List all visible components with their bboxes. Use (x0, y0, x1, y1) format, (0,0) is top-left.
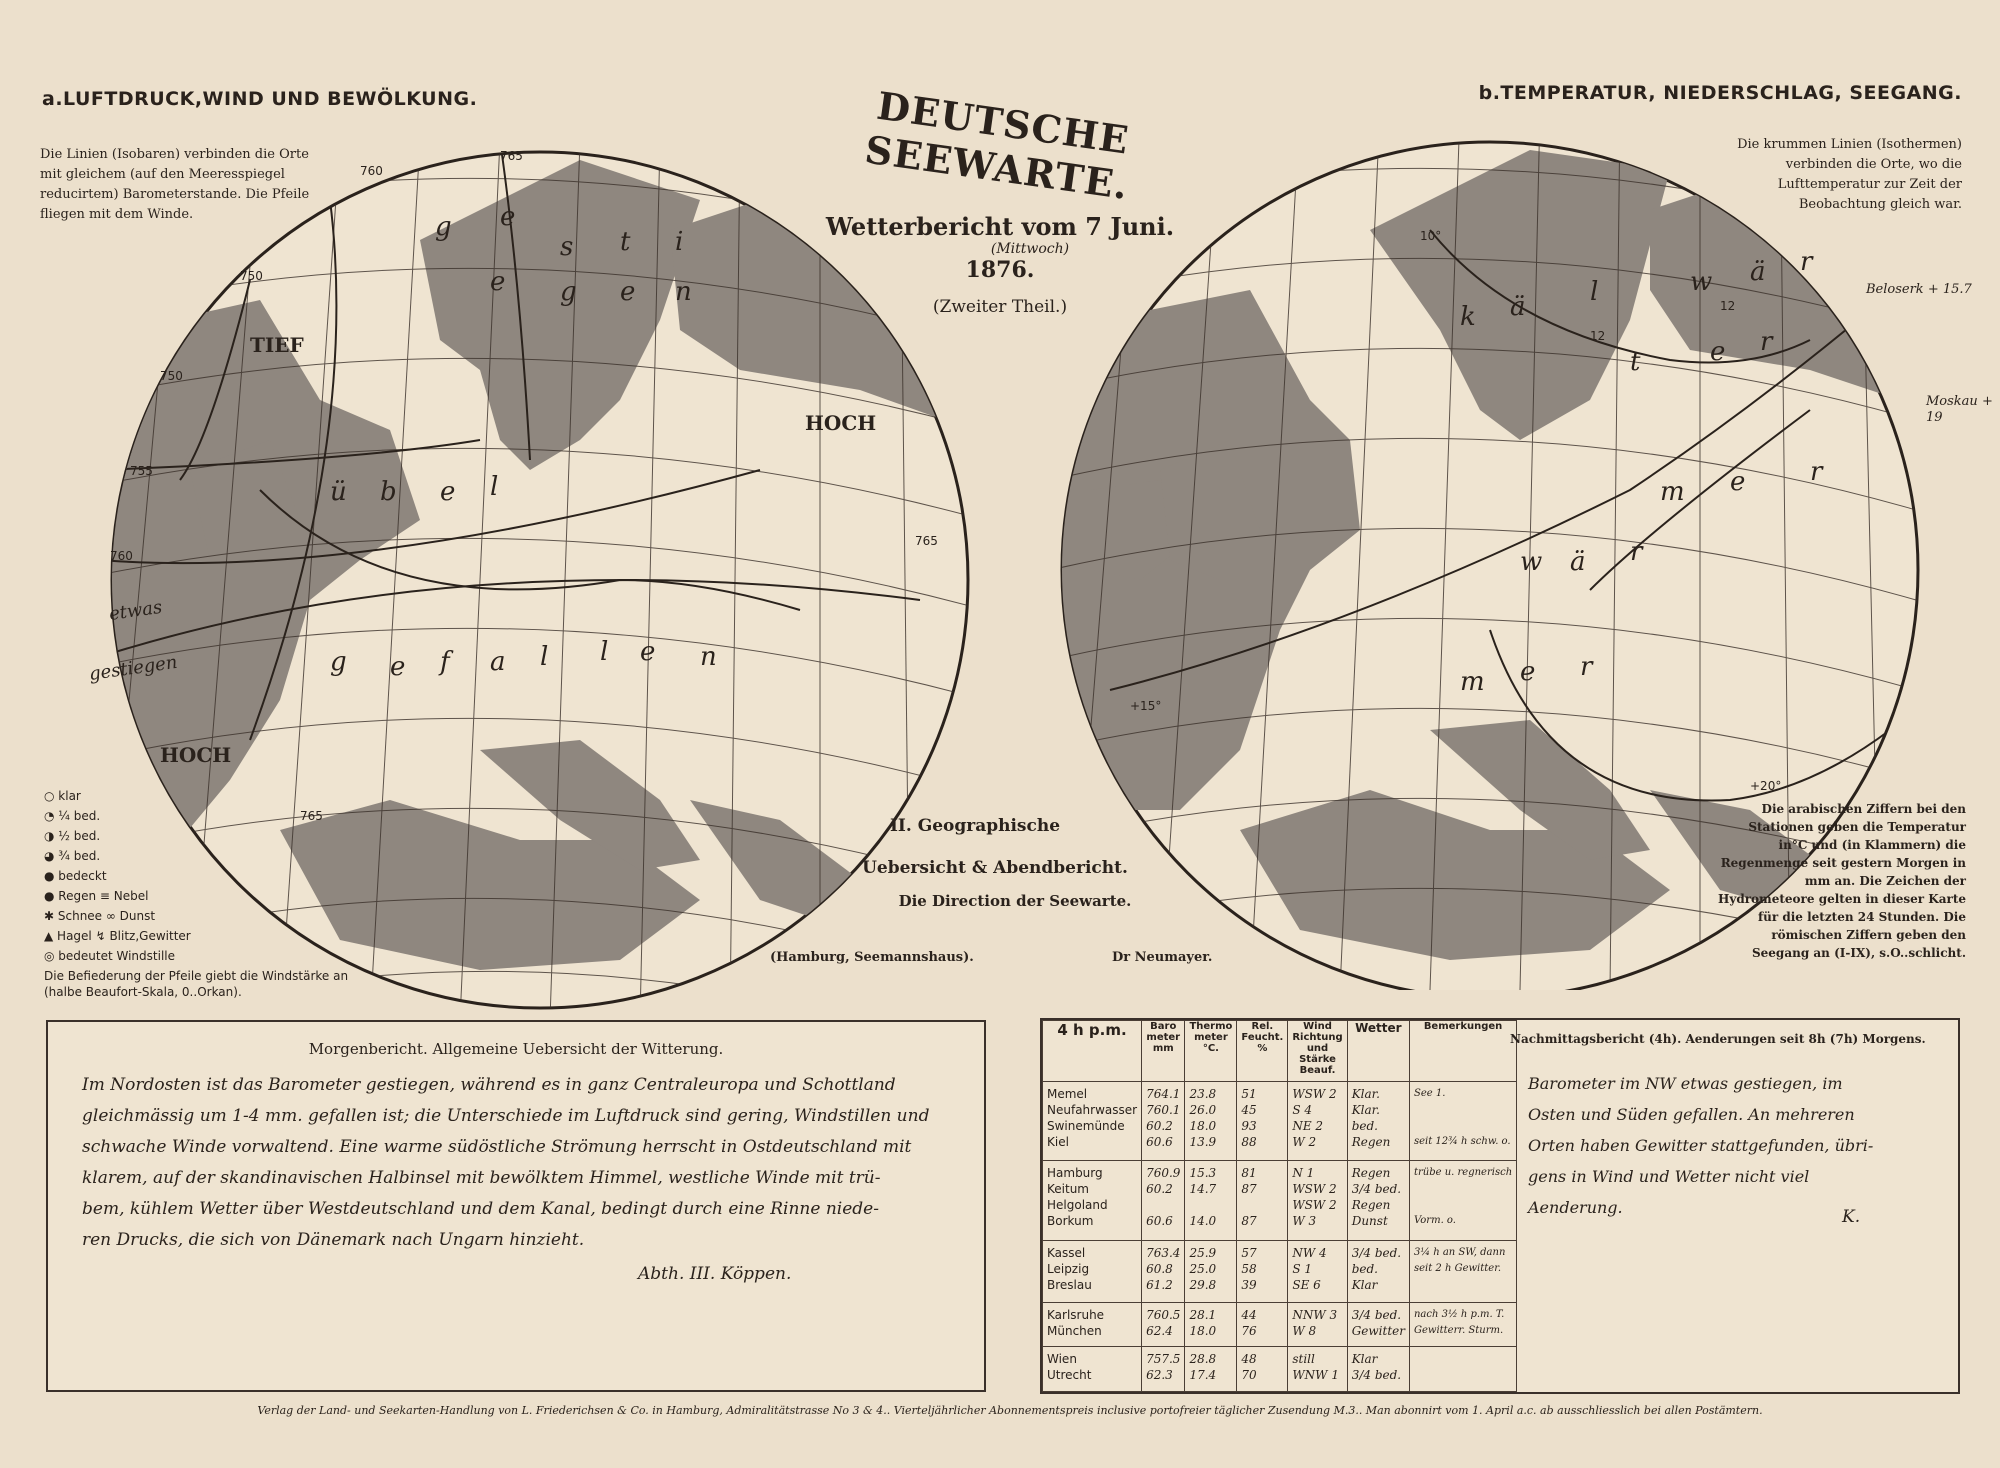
bemerkung-cell-line: See 1. (1413, 1087, 1446, 1099)
svg-text:b: b (380, 477, 397, 507)
col-baro: Baro meter mm (1142, 1021, 1185, 1082)
wetter-cell-line: 3/4 bed. (1351, 1307, 1402, 1322)
svg-text:e: e (1710, 337, 1726, 367)
afternoon-line-1: Barometer im NW etwas gestiegen, im (1528, 1074, 1843, 1093)
station-cell-line: Utrecht (1047, 1368, 1092, 1383)
section-heading-2: Uebersicht & Abendbericht. (862, 858, 1128, 878)
feucht-cell-line: 87 (1241, 1182, 1257, 1197)
wind-cell-line: S 4 (1292, 1102, 1313, 1117)
svg-text:g: g (330, 647, 347, 677)
station-cell-line: Leipzig (1047, 1261, 1090, 1276)
wetter-cell-line: Klar. (1351, 1102, 1380, 1117)
svg-text:750: 750 (160, 369, 183, 383)
left-map-title: a.LUFTDRUCK,WIND UND BEWÖLKUNG. (42, 88, 478, 110)
svg-text:g: g (560, 277, 577, 307)
feucht-cell-line: 45 (1241, 1102, 1257, 1117)
wetter-cell-line: bed. (1351, 1118, 1378, 1133)
baro-cell-line: 764.1 (1146, 1086, 1181, 1101)
morning-line-2: gleichmässig um 1-4 mm. gefallen ist; die Unterschiede im Luftdruck sind gering, Windstillen und (82, 1106, 930, 1126)
right-map-title: b.TEMPERATUR, NIEDERSCHLAG, SEEGANG. (1478, 82, 1962, 104)
bemerkung-cell-line: seit 2 h Gewitter. (1413, 1262, 1502, 1274)
station-cell-line: Hamburg (1047, 1166, 1103, 1181)
bemerkung-cell (1409, 1347, 1516, 1392)
wind-cell-line: W 3 (1292, 1214, 1317, 1229)
bemerkung-cell-line: nach 3½ h p.m. T. (1413, 1308, 1505, 1320)
feucht-cell-line: 48 (1241, 1352, 1257, 1367)
baro-cell-line: 760.1 (1146, 1102, 1181, 1117)
k-signature: K. (1842, 1207, 1861, 1227)
svg-text:w: w (1520, 547, 1543, 577)
weekday: (Mittwoch) (990, 241, 1070, 257)
wind-cell-line: SE 6 (1292, 1277, 1321, 1292)
wetter-cell-line: Klar (1351, 1277, 1378, 1292)
svg-text:a: a (490, 647, 506, 677)
baro-cell-line: 60.8 (1146, 1261, 1173, 1276)
morning-line-3: schwache Winde vorwaltend. Eine warme südöstliche Strömung herrscht in Ostdeutschland mit (82, 1137, 912, 1157)
feucht-cell-line: 58 (1241, 1261, 1257, 1276)
svg-text:10°: 10° (1420, 229, 1442, 243)
thermo-cell (1185, 1347, 1237, 1392)
svg-text:l: l (600, 637, 609, 667)
thermo-cell-line: 26.0 (1189, 1102, 1217, 1117)
afternoon-heading: Nachmittagsbericht (4h). Aenderungen seit 8h (7h) Morgens. (1510, 1032, 1926, 1046)
bemerkung-cell-line (1414, 1351, 1512, 1367)
baro-cell (1142, 1302, 1185, 1347)
feucht-cell (1237, 1161, 1288, 1240)
wetter-cell-line: Dunst (1351, 1214, 1388, 1229)
wind-cell-line: WSW 2 (1292, 1198, 1337, 1213)
col-feucht: Rel. Feucht. % (1237, 1021, 1288, 1082)
station-cell-line: Memel (1047, 1086, 1088, 1101)
wetter-cell (1347, 1347, 1409, 1392)
svg-text:t: t (620, 227, 631, 257)
part-label: (Zweiter Theil.) (932, 297, 1068, 317)
wetter-cell-line: Regen (1351, 1134, 1391, 1149)
wind-cell-line: W 8 (1292, 1323, 1317, 1338)
baro-cell (1142, 1347, 1185, 1392)
afternoon-line-2: Osten und Süden gefallen. An mehreren (1528, 1105, 1855, 1124)
thermo-cell-line: 28.8 (1189, 1352, 1217, 1367)
feucht-cell-line: 44 (1241, 1307, 1257, 1322)
table-row (1043, 1161, 1517, 1240)
svg-text:755: 755 (130, 464, 153, 478)
wetter-cell (1347, 1240, 1409, 1302)
afternoon-report (1502, 1020, 1958, 1392)
label-hoch-west: HOCH (160, 743, 232, 767)
afternoon-line-5: Aenderung. (1528, 1198, 1623, 1217)
svg-text:765: 765 (300, 809, 323, 823)
svg-text:i: i (675, 227, 684, 257)
svg-text:e: e (390, 652, 406, 682)
baro-cell-line: 60.2 (1146, 1182, 1173, 1197)
legend-windstille: ◎ bedeutet Windstille (44, 949, 175, 963)
feucht-cell (1237, 1302, 1288, 1347)
svg-text:n: n (700, 642, 717, 672)
wind-cell-line: S 1 (1292, 1261, 1313, 1276)
morning-line-6: ren Drucks, die sich von Dänemark nach Ungarn hinzieht. (82, 1230, 585, 1250)
svg-text:l: l (1590, 277, 1599, 307)
baro-cell-line: 62.4 (1146, 1323, 1173, 1338)
wind-cell-line: NNW 3 (1292, 1307, 1338, 1322)
svg-text:+15°: +15° (1130, 699, 1162, 713)
thermo-cell (1185, 1081, 1237, 1160)
svg-text:e: e (620, 277, 636, 307)
legend-regen: ● Regen ≡ Nebel (44, 889, 149, 903)
wind-cell (1288, 1161, 1347, 1240)
feucht-cell-line: 51 (1241, 1086, 1257, 1101)
svg-text:e: e (490, 267, 506, 297)
legend-hagel: ▲ Hagel ↯ Blitz,Gewitter (44, 929, 191, 943)
svg-text:760: 760 (110, 549, 133, 563)
wind-cell-line: N 1 (1292, 1166, 1315, 1181)
thermo-cell-line: 14.7 (1189, 1182, 1217, 1197)
svg-text:n: n (675, 277, 692, 307)
thermo-cell-line: 14.0 (1189, 1214, 1217, 1229)
wind-cell (1288, 1302, 1347, 1347)
feucht-cell (1237, 1347, 1288, 1392)
station-cell (1043, 1081, 1142, 1160)
legend-half: ◑ ½ bed. (44, 829, 101, 843)
afternoon-line-4: gens in Wind und Wetter nicht viel (1528, 1167, 1810, 1186)
svg-text:r: r (1630, 537, 1643, 567)
baro-cell-line: 760.9 (1146, 1166, 1181, 1181)
wetter-cell-line: bed. (1351, 1261, 1378, 1276)
thermo-cell (1185, 1302, 1237, 1347)
feucht-cell-line: 39 (1241, 1277, 1257, 1292)
wind-cell-line: WSW 2 (1292, 1182, 1337, 1197)
svg-text:r: r (1580, 652, 1593, 682)
station-cell (1043, 1240, 1142, 1302)
wetter-cell-line: Regen (1351, 1198, 1391, 1213)
baro-cell (1142, 1081, 1185, 1160)
svg-text:t: t (1630, 347, 1641, 377)
col-thermo: Thermo meter °C. (1185, 1021, 1237, 1082)
bemerkung-cell-line (1414, 1118, 1512, 1134)
thermo-cell (1185, 1240, 1237, 1302)
beloserk-temp: Beloserk + 15.7 (1866, 282, 1972, 297)
baro-cell (1142, 1161, 1185, 1240)
baro-cell-line: 62.3 (1146, 1368, 1173, 1383)
baro-cell-line: 763.4 (1146, 1245, 1181, 1260)
station-cell-line: Karlsruhe (1047, 1307, 1105, 1322)
weather-symbol-legend (44, 786, 384, 1000)
thermo-cell-line: 29.8 (1189, 1277, 1217, 1292)
bemerkung-cell (1409, 1081, 1516, 1160)
baro-cell-line: 757.5 (1146, 1352, 1181, 1367)
legend-bedeckt: ● bedeckt (44, 869, 107, 883)
section-heading: II. Geographische (889, 816, 1061, 836)
thermo-cell-line: 13.9 (1189, 1134, 1217, 1149)
thermo-cell-line (1189, 1197, 1232, 1213)
bemerkung-cell-line: Gewitterr. Sturm. (1413, 1324, 1504, 1336)
bemerkung-cell-line: 3¼ h an SW, dann (1413, 1246, 1506, 1258)
feucht-cell-line: 87 (1241, 1214, 1257, 1229)
thermo-cell-line: 18.0 (1189, 1118, 1217, 1133)
label-hoch-east: HOCH (805, 411, 877, 435)
table-row (1043, 1347, 1517, 1392)
svg-text:f: f (440, 647, 450, 677)
svg-text:r: r (1800, 247, 1813, 277)
feucht-cell-line: 81 (1241, 1166, 1257, 1181)
svg-text:r: r (1810, 457, 1823, 487)
svg-text:m: m (1460, 667, 1485, 697)
wind-cell-line: NW 4 (1292, 1245, 1327, 1260)
wetter-cell-line: Klar. (1351, 1086, 1380, 1101)
baro-cell-line (1146, 1197, 1180, 1213)
main-title: DEUTSCHE SEEWARTE. (862, 82, 1132, 209)
table-row (1043, 1302, 1517, 1347)
legend-schnee: ✱ Schnee ∞ Dunst (44, 909, 156, 923)
station-cell-line: Kiel (1047, 1134, 1069, 1149)
station-cell-line: Breslau (1047, 1277, 1092, 1292)
publisher-footer: Verlag der Land- und Seekarten-Handlung von L. Friederichsen & Co. in Hamburg, Admiralitätstrasse No 3 & 4.. Vierteljährlicher Abonnementspreis inclusive portofreier täglicher Zusendung M.3.. Man abonnirt vom 1. April a.c. ab ausschliesslich bei allen Postämtern. (257, 1404, 1763, 1417)
table-header-row (1043, 1021, 1517, 1082)
morning-line-4: klarem, auf der skandinavischen Halbinsel mit bewölktem Himmel, westliche Winde mit trü- (82, 1168, 881, 1188)
address-line: (Hamburg, Seemannshaus). (770, 950, 974, 965)
station-cell-line: Helgoland (1047, 1198, 1108, 1213)
svg-text:760: 760 (360, 164, 383, 178)
svg-text:l: l (490, 472, 499, 502)
wind-cell-line: WNW 1 (1292, 1368, 1339, 1383)
svg-text:765: 765 (915, 534, 938, 548)
wind-cell-line: W 2 (1292, 1134, 1317, 1149)
wetter-cell-line: Regen (1351, 1166, 1391, 1181)
svg-text:e: e (1730, 467, 1746, 497)
station-cell (1043, 1347, 1142, 1392)
thermo-cell-line: 28.1 (1189, 1307, 1217, 1322)
thermo-cell-line: 23.8 (1189, 1086, 1217, 1101)
station-cell-line: Keitum (1047, 1182, 1089, 1197)
bemerkung-cell-line: seit 12¾ h schw. o. (1413, 1135, 1511, 1147)
thermo-cell-line: 18.0 (1189, 1323, 1217, 1338)
thermo-cell-line: 25.9 (1189, 1245, 1217, 1260)
svg-text:s: s (560, 232, 574, 262)
bemerkung-cell (1409, 1240, 1516, 1302)
feucht-cell (1237, 1240, 1288, 1302)
morning-line-1: Im Nordosten ist das Barometer gestiegen, während es in ganz Centraleuropa und Schottland (82, 1075, 896, 1095)
afternoon-line-3: Orten haben Gewitter stattgefunden, übri- (1528, 1136, 1874, 1155)
subtitle: Wetterbericht vom 7 Juni. (825, 212, 1175, 241)
station-cell-line: Wien (1047, 1352, 1077, 1367)
wind-cell-line: WSW 2 (1292, 1086, 1337, 1101)
bemerkung-cell-line (1414, 1102, 1512, 1118)
year: 1876. (965, 257, 1035, 283)
bemerkung-cell-line (1414, 1367, 1512, 1383)
morning-text (48, 1058, 984, 1256)
station-cell (1043, 1161, 1142, 1240)
wetter-cell-line: Gewitter (1351, 1323, 1405, 1338)
isobar-note: Die Linien (Isobaren) verbinden die Orte mit gleichem (auf den Meeresspiegel reducirtem) Barometerstande. Die Pfeile fliegen mit dem Winde. (40, 147, 310, 222)
station-cell-line: Neufahrwasser (1047, 1102, 1138, 1117)
wetter-cell-line: 3/4 bed. (1351, 1182, 1402, 1197)
legend-three-quarter: ◕ ¾ bed. (44, 849, 101, 863)
isotherm-note: Die krummen Linien (Isothermen) verbinden die Orte, wo die Lufttemperatur zur Zeit der Beobachtung gleich war. (1737, 137, 1962, 212)
table-row (1043, 1240, 1517, 1302)
wetter-cell-line: 3/4 bed. (1351, 1368, 1402, 1383)
center-block (760, 816, 1190, 910)
wind-cell-line: still (1292, 1352, 1315, 1367)
station-cell (1043, 1302, 1142, 1347)
svg-text:w: w (1690, 267, 1713, 297)
legend-footer: Die Befiederung der Pfeile giebt die Windstärke an (halbe Beaufort-Skala, 0..Orkan). (44, 969, 349, 999)
svg-text:m: m (1660, 477, 1685, 507)
col-wind: Wind Richtung und Stärke Beauf. (1288, 1021, 1347, 1082)
baro-cell-line: 60.2 (1146, 1118, 1173, 1133)
wind-cell (1288, 1347, 1347, 1392)
wind-cell-line: NE 2 (1292, 1118, 1324, 1133)
svg-text:g: g (435, 212, 452, 242)
wetter-cell (1347, 1302, 1409, 1347)
bemerkung-cell (1409, 1161, 1516, 1240)
wetter-cell (1347, 1161, 1409, 1240)
label-gestiegen-west: gestiegen (87, 651, 179, 685)
baro-cell (1142, 1240, 1185, 1302)
svg-text:e: e (440, 477, 456, 507)
feucht-cell-line: 93 (1241, 1118, 1257, 1133)
evening-report-box (1040, 1018, 1960, 1394)
svg-text:12: 12 (1590, 329, 1606, 343)
bemerkung-cell-line: trübe u. regnerisch (1413, 1167, 1513, 1179)
svg-text:e: e (1520, 657, 1536, 687)
wind-cell (1288, 1081, 1347, 1160)
feucht-cell-line: 70 (1241, 1368, 1257, 1383)
bemerkung-cell (1409, 1302, 1516, 1347)
col-wetter: Wetter (1347, 1021, 1409, 1082)
station-cell-line: München (1047, 1323, 1102, 1338)
station-figures-note: Die arabischen Ziffern bei den Stationen geben die Temperatur in°C und (in Klammern) die Regenmenge seit gestern Morgen in mm an. Die Zeichen der Hydrometeore gelten in dieser Karte für die letzten 24 Stunden. Die römischen Ziffern geben den Seegang an (I-IX), s.O..schlicht. (1718, 802, 1966, 960)
station-cell-line: Kassel (1047, 1245, 1086, 1260)
station-cell-line: Swinemünde (1047, 1118, 1125, 1133)
feucht-cell-line: 57 (1241, 1245, 1257, 1260)
bemerkung-cell-line: Vorm. o. (1413, 1215, 1456, 1227)
svg-text:r: r (1760, 327, 1773, 357)
morning-line-5: bem, kühlem Wetter über Westdeutschland und dem Kanal, bedingt durch eine Rinne niede- (82, 1199, 879, 1219)
label-etwas: etwas (107, 596, 164, 625)
svg-text:ü: ü (330, 477, 347, 507)
legend-klar: ○ klar (44, 789, 81, 803)
svg-text:ä: ä (1510, 292, 1526, 322)
thermo-cell (1185, 1161, 1237, 1240)
svg-text:l: l (540, 642, 549, 672)
baro-cell-line: 61.2 (1146, 1277, 1173, 1292)
svg-text:765: 765 (500, 149, 523, 163)
feucht-cell-line: 76 (1241, 1323, 1257, 1338)
moskau-temp: Moskau + 19 (1926, 394, 1993, 425)
col-time: 4 h p.m. (1043, 1021, 1142, 1082)
baro-cell-line: 60.6 (1146, 1214, 1173, 1229)
bemerkung-cell-line (1414, 1197, 1512, 1213)
feucht-cell-line (1241, 1197, 1283, 1213)
thermo-cell-line: 25.0 (1189, 1261, 1217, 1276)
feucht-cell (1237, 1081, 1288, 1160)
svg-text:ä: ä (1750, 257, 1766, 287)
wetter-cell-line: Klar (1351, 1352, 1378, 1367)
svg-text:12: 12 (1720, 299, 1736, 313)
thermo-cell-line: 15.3 (1189, 1166, 1217, 1181)
koeppen-signature: Abth. III. Köppen. (638, 1264, 792, 1284)
bemerkung-cell-line (1414, 1181, 1512, 1197)
svg-text:ä: ä (1570, 547, 1586, 577)
legend-quarter: ◔ ¼ bed. (44, 809, 101, 823)
feucht-cell-line: 88 (1241, 1134, 1257, 1149)
col-bemerkungen: Bemerkungen (1409, 1021, 1516, 1082)
svg-text:k: k (1460, 302, 1476, 332)
svg-text:750: 750 (240, 269, 263, 283)
baro-cell-line: 60.6 (1146, 1134, 1173, 1149)
neumayer-signature: Dr Neumayer. (1112, 950, 1213, 965)
afternoon-text (1502, 1058, 1958, 1223)
morning-heading: Morgenbericht. Allgemeine Uebersicht der Witterung. (308, 1040, 724, 1058)
direction-line: Die Direction der Seewarte. (898, 892, 1132, 910)
svg-text:+20°: +20° (1750, 779, 1782, 793)
svg-text:e: e (500, 202, 516, 232)
bemerkung-cell-line (1414, 1277, 1512, 1293)
table-row (1043, 1081, 1517, 1160)
wetter-cell (1347, 1081, 1409, 1160)
thermo-cell-line: 17.4 (1189, 1368, 1217, 1383)
morning-report (46, 1020, 986, 1392)
station-cell-line: Borkum (1047, 1214, 1094, 1229)
observation-table (1042, 1020, 1517, 1392)
wetter-cell-line: 3/4 bed. (1351, 1245, 1402, 1260)
svg-text:e: e (640, 637, 656, 667)
wind-cell (1288, 1240, 1347, 1302)
baro-cell-line: 760.5 (1146, 1307, 1181, 1322)
label-tief: TIEF (250, 333, 304, 357)
